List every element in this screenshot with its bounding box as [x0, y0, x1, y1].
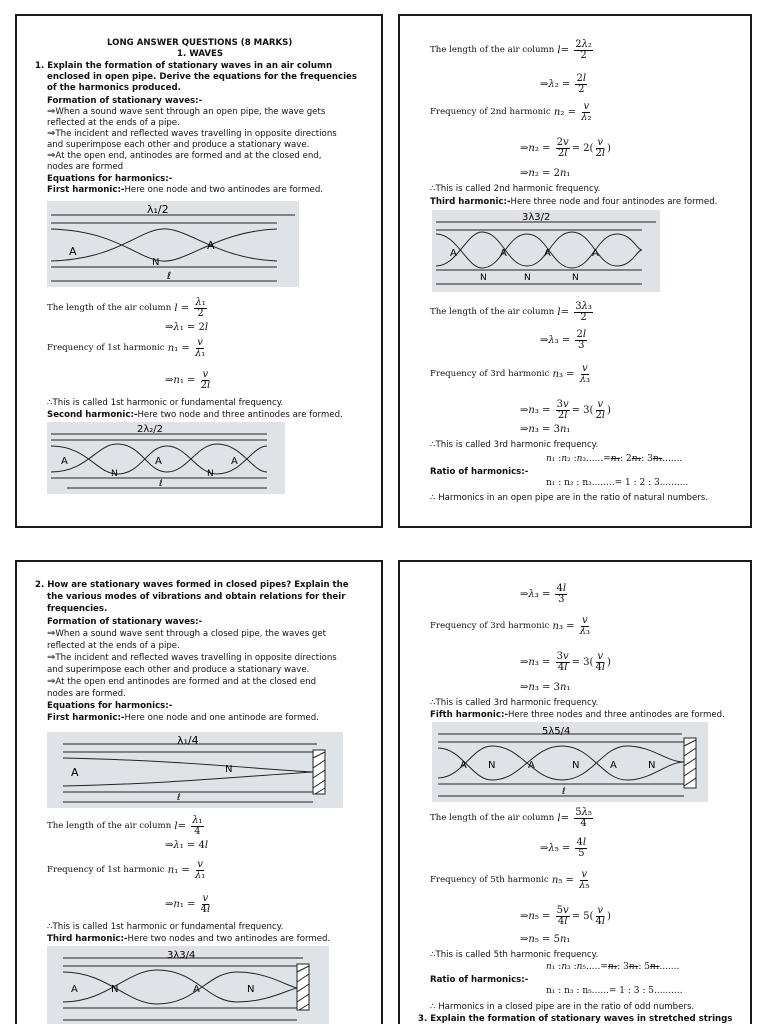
first-harmonic-line: First harmonic:-Here one node and one antinode are formed. — [47, 713, 319, 723]
ratio-step-2: n₁ : n₂ : n₃........= 1 : 2 : 3.......... — [546, 478, 689, 488]
point-1: ⇒When a sound wave sent through an open pipe, the wave gets — [47, 106, 326, 117]
eq-n1: ⇒ n ₁ = $\frac{v}{4l}$ — [165, 893, 211, 915]
question-2-line2: the various modes of vibrations and obtain relations for their — [47, 592, 346, 602]
node-label: N — [524, 273, 531, 283]
question-1-line2: enclosed in open pipe. Derive the equations for the frequencies — [47, 72, 357, 82]
node-label: N — [480, 273, 487, 283]
implies-arrow-icon: ⇒ — [47, 106, 56, 117]
eq-n3-result: ⇒ n ₃ = 3 n ₁ — [520, 424, 571, 435]
open-pipe-first-harmonic-figure — [47, 201, 299, 287]
fig-top-label: λ₁/4 — [177, 734, 199, 747]
eq-n3: ⇒ n ₃ = $\frac{3v}{4l}$ = 3( $\frac{v}{4l}$ ) — [520, 651, 611, 673]
eq-lambda-1: ⇒ λ ₁ = 2 l — [165, 322, 209, 333]
length-label: ℓ — [167, 271, 172, 282]
eq-lambda-2: ⇒ λ ₂ = $\frac{2l}{2}$ — [540, 73, 587, 95]
eq-freq-2: Frequency of 2nd harmonic n ₂ = $\frac{v}{\text{λ₂}}$ — [430, 101, 592, 123]
implies-arrow-icon: ⇒ — [47, 652, 56, 663]
ratio-label: Ratio of harmonics:- — [430, 975, 529, 985]
antinode-label: A — [231, 456, 238, 467]
ratio-step-1: n ₁ : n ₃ : n ₅.....= n₁ : 3 n₁ : 5 n₁ ....... — [546, 962, 680, 972]
section-heading: LONG ANSWER QUESTIONS (8 MARKS) — [107, 38, 293, 48]
point-1: ⇒When a sound wave sent through a closed pipe, the waves get — [47, 628, 327, 639]
node-label: N — [207, 469, 214, 479]
antinode-label: A — [71, 984, 78, 995]
wave-diagram — [432, 722, 708, 802]
eq-length-3: The length of the air column l = $\frac{\text{3λ₃}}{2}$ — [430, 301, 592, 323]
antinode-label: A — [155, 456, 162, 467]
fig-top-label: 2λ₂/2 — [137, 424, 164, 435]
wave-diagram — [47, 201, 299, 287]
antinode-label: A — [544, 248, 551, 259]
page-panel-1 — [15, 14, 383, 528]
node-label: N — [488, 760, 496, 771]
fifth-harmonic-line: Fifth harmonic:-Here three nodes and three antinodes are formed. — [430, 710, 725, 720]
question-1-line3: of the harmonics produced. — [47, 83, 181, 93]
ratio-step-2: n₁ : n₃ : n₅......= 1 : 3 : 5.......... — [546, 986, 683, 996]
length-label: ℓ — [159, 479, 163, 489]
eq-lambda-3: ⇒ λ ₃ = $\frac{2l}{3}$ — [540, 329, 587, 351]
second-harmonic-note: ∴This is called 2nd harmonic frequency. — [430, 184, 601, 194]
antinode-label: A — [500, 248, 507, 259]
open-pipe-third-harmonic-figure — [432, 210, 660, 292]
page-panel-2 — [398, 14, 752, 528]
open-pipe-conclusion: ∴ Harmonics in an open pipe are in the ratio of natural numbers. — [430, 493, 708, 503]
fig-top-label: 3λ3/2 — [522, 212, 551, 223]
eq-n2: ⇒ n ₂ = $\frac{2v}{2l}$ = 2( $\frac{v}{2l}$ ) — [520, 137, 611, 159]
node-label: N — [111, 469, 118, 479]
antinode-label: A — [460, 760, 467, 771]
implies-arrow-icon: ⇒ — [47, 628, 56, 639]
point-1-cont: reflected at the ends of a pipe. — [47, 641, 180, 651]
eq-n2-result: ⇒ n ₂ = 2 n ₁ — [520, 168, 571, 179]
formation-title: Formation of stationary waves:- — [47, 617, 203, 627]
point-2-cont: and superimpose each other and produce a stationary wave. — [47, 140, 310, 150]
ratio-step-1: n ₁ : n ₂ : n ₃......= n₁ : 2 n₁ : 3 n₁ ....... — [546, 454, 683, 464]
antinode-label: A — [71, 766, 79, 779]
eq-freq-3: Frequency of 3rd harmonic n ₃ = $\frac{v}{\text{λ₃}}$ — [430, 615, 591, 637]
equations-title: Equations for harmonics:- — [47, 701, 173, 711]
third-harmonic-line: Third harmonic:-Here three node and four antinodes are formed. — [430, 197, 718, 207]
eq-n5-result: ⇒ n ₅ = 5 n ₁ — [520, 934, 571, 945]
fig-top-label: 3λ3/4 — [167, 950, 196, 961]
length-label: ℓ — [562, 787, 566, 797]
third-harmonic-note: ∴This is called 3rd harmonic frequency. — [430, 440, 599, 450]
eq-length-1: The length of the air column l = $\frac{\text{λ₁}}{2}$ — [47, 297, 206, 319]
closed-pipe-conclusion: ∴ Harmonics in a closed pipe are in the ratio of odd numbers. — [430, 1002, 695, 1012]
wave-diagram — [432, 210, 660, 292]
eq-n3-result: ⇒ n ₃ = 3 n ₁ — [520, 682, 571, 693]
closed-pipe-third-harmonic-figure — [47, 946, 329, 1024]
eq-n1: ⇒ n ₁ = $\frac{v}{2l}$ — [165, 369, 211, 391]
eq-lambda-5: ⇒ λ ₅ = $\frac{4l}{5}$ — [540, 837, 587, 859]
first-harmonic-note: ∴This is called 1st harmonic or fundamental frequency. — [47, 922, 284, 932]
eq-length-2: The length of the air column l = $\frac{\text{2λ₂}}{2}$ — [430, 39, 592, 61]
first-harmonic-line: First harmonic:-Here one node and two antinodes are formed. — [47, 185, 324, 195]
node-label: N — [648, 760, 656, 771]
third-harmonic-line: Third harmonic:-Here two nodes and two antinodes are formed. — [47, 934, 331, 944]
antinode-label: A — [610, 760, 617, 771]
length-label: ℓ — [177, 793, 181, 803]
point-3: ⇒At the open end antinodes are formed and at the closed end — [47, 676, 317, 687]
wave-diagram — [47, 422, 285, 494]
eq-lambda-1: ⇒ λ ₁ = 4 l — [165, 840, 209, 851]
question-1-line1: 1. Explain the formation of stationary waves in an air column — [35, 61, 333, 71]
question-2-line3: frequencies. — [47, 604, 108, 614]
node-label: N — [225, 764, 233, 775]
wave-diagram — [47, 732, 343, 808]
eq-freq-5: Frequency of 5th harmonic n ₅ = $\frac{v}{\text{λ₅}}$ — [430, 869, 590, 891]
formation-title: Formation of stationary waves:- — [47, 96, 203, 106]
antinode-label: A — [69, 245, 77, 258]
eq-length-1: The length of the air column l = $\frac{\text{λ₁}}{4}$ — [47, 815, 203, 837]
node-label: N — [572, 273, 579, 283]
closed-pipe-first-harmonic-figure — [47, 732, 343, 808]
antinode-label: A — [528, 760, 535, 771]
question-2-line1: 2. How are stationary waves formed in closed pipes? Explain the — [35, 580, 349, 590]
antinode-label: A — [61, 456, 68, 467]
point-3-cont: nodes are formed — [47, 162, 124, 172]
antinode-label: A — [193, 984, 200, 995]
eq-length-5: The length of the air column l = $\frac{\text{5λ₅}}{4}$ — [430, 807, 592, 829]
second-harmonic-line: Second harmonic:-Here two node and three antinodes are formed. — [47, 410, 343, 420]
eq-freq-3: Frequency of 3rd harmonic n ₃ = $\frac{v}{\text{λ₃}}$ — [430, 363, 591, 385]
eq-lambda-3: ⇒ λ ₃ = $\frac{4l}{3}$ — [520, 583, 567, 605]
point-3: ⇒At the open end, antinodes are formed and at the closed end, — [47, 150, 322, 161]
wave-diagram — [47, 946, 329, 1024]
point-2: ⇒The incident and reflected waves travelling in opposite directions — [47, 652, 337, 663]
eq-n5: ⇒ n ₅ = $\frac{5v}{4l}$ = 5( $\frac{v}{4l}$ ) — [520, 905, 611, 927]
open-pipe-second-harmonic-figure — [47, 422, 285, 494]
antinode-label: A — [592, 248, 599, 259]
eq-freq-1: Frequency of 1st harmonic n ₁ = $\frac{v}{\text{λ₁}}$ — [47, 337, 206, 359]
node-label: N — [247, 984, 255, 995]
equations-title: Equations for harmonics:- — [47, 174, 173, 184]
fifth-harmonic-note: ∴This is called 5th harmonic frequency. — [430, 950, 599, 960]
node-label: N — [111, 984, 119, 995]
fig-top-label: λ₁/2 — [147, 203, 169, 216]
antinode-label: A — [450, 248, 457, 259]
point-3-cont: nodes are formed. — [47, 689, 126, 699]
point-2: ⇒The incident and reflected waves travelling in opposite directions — [47, 128, 337, 139]
antinode-label: A — [207, 239, 215, 252]
page-panel-4 — [398, 560, 752, 1024]
point-1-cont: reflected at the ends of a pipe. — [47, 118, 180, 128]
node-label: N — [152, 257, 160, 268]
question-3: 3. Explain the formation of stationary waves in stretched strings — [418, 1014, 733, 1024]
closed-pipe-fifth-harmonic-figure — [432, 722, 708, 802]
third-harmonic-note: ∴This is called 3rd harmonic frequency. — [430, 698, 599, 708]
fig-top-label: 5λ5/4 — [542, 726, 571, 737]
page-panel-3 — [15, 560, 383, 1024]
implies-arrow-icon: ⇒ — [47, 128, 56, 139]
ratio-label: Ratio of harmonics:- — [430, 467, 529, 477]
node-label: N — [572, 760, 580, 771]
implies-arrow-icon: ⇒ — [47, 150, 56, 161]
implies-arrow-icon: ⇒ — [47, 676, 56, 687]
eq-freq-1: Frequency of 1st harmonic n ₁ = $\frac{v}{\text{λ₁}}$ — [47, 859, 206, 881]
point-2-cont: and superimpose each other and produce a stationary wave. — [47, 665, 310, 675]
chapter-heading: 1. WAVES — [177, 49, 224, 59]
first-harmonic-note: ∴This is called 1st harmonic or fundamental frequency. — [47, 398, 284, 408]
eq-n3: ⇒ n ₃ = $\frac{3v}{2l}$ = 3( $\frac{v}{2l}$ ) — [520, 399, 611, 421]
